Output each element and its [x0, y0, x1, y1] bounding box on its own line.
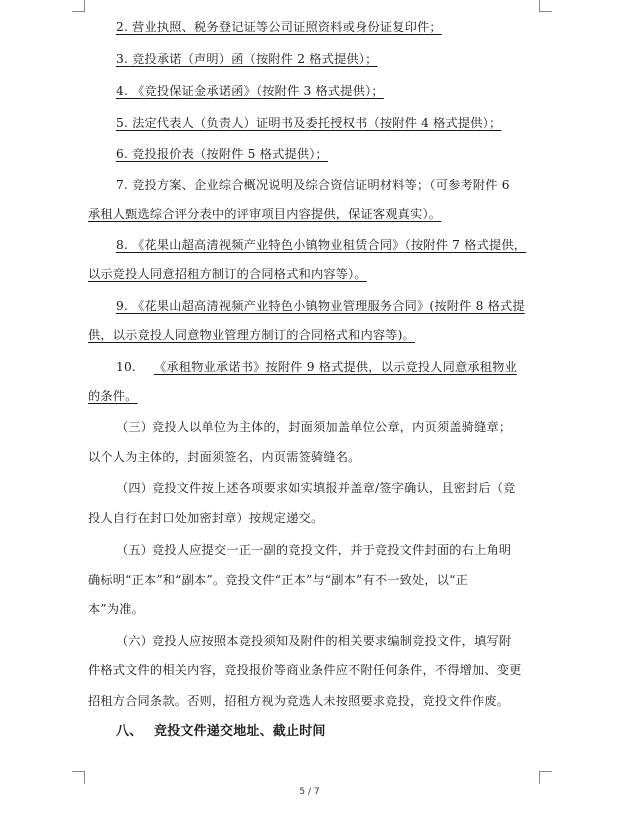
list-item-8-line-2: 以示竞投人同意招租方制订的合同格式和内容等）。 — [88, 267, 367, 281]
list-item-8-line-1: 8. 《花果山超高清视频产业特色小镇物业租赁合同》（按附件 7 格式提供， — [116, 238, 527, 252]
list-item-2: 2. 营业执照、税务登记证等公司证照资料或身份证复印件； — [116, 20, 442, 34]
list-item-3: 3. 竞投承诺（声明）函（按附件 2 格式提供）； — [116, 52, 378, 66]
paragraph-6-line-2: 件格式文件的相关内容，竞投报价等商业条件应不附任何条件，不得增加、变更 — [88, 663, 522, 677]
crop-mark-top-left — [72, 0, 85, 12]
section-number: 八、 — [116, 724, 143, 739]
paragraph-6-line-3: 招租方合同条款。否则，招租方视为竞选人未按照要求竞投，竞投文件作废。 — [88, 694, 510, 708]
list-item-7-line-2: 承租人甄选综合评分表中的评审项目内容提供，保证客观真实）。 — [88, 207, 442, 221]
list-item-6: 6. 竞投报价表（按附件 5 格式提供）； — [116, 147, 328, 161]
paragraph-3-line-2: 以个人为主体的，封面须签名，内页需签骑缝名。 — [88, 450, 361, 464]
crop-mark-bottom-left — [72, 771, 85, 784]
paragraph-4-line-1: （四）竞投文件按上述各项要求如实填报并盖章/签字确认，且密封后（竞 — [116, 481, 516, 495]
section-title: 竞投文件递交地址、截止时间 — [154, 724, 326, 739]
paragraph-5-line-2: 确标明“正本”和“副本”。竞投文件“正本”与“副本”有不一致处，以“正 — [88, 573, 468, 587]
list-item-9-line-1: 9. 《花果山超高清视频产业特色小镇物业管理服务合同》(按附件 8 格式提 — [116, 299, 525, 313]
crop-mark-bottom-right — [539, 771, 552, 784]
paragraph-5-line-1: （五）竞投人应提交一正一副的竞投文件，并于竞投文件封面的右上角明 — [116, 543, 512, 557]
paragraph-6-line-1: （六）竞投人应按照本竞投须知及附件的相关要求编制竞投文件，填写附 — [116, 634, 512, 648]
paragraph-3-line-1: （三）竞投人以单位为主体的，封面须加盖单位公章，内页须盖骑缝章； — [116, 420, 512, 434]
list-item-5: 5. 法定代表人（负责人）证明书及委托授权书（按附件 4 格式提供）； — [116, 116, 502, 130]
list-item-9-line-2: 供，以示竞投人同意物业管理方制订的合同格式和内容等)。 — [88, 328, 416, 342]
list-item-10-line-1: 10. 《承租物业承诺书》按附件 9 格式提供，以示竞投人同意承租物业 — [116, 360, 517, 374]
list-item-10-line-2: 的条件。 — [88, 389, 138, 403]
list-item-4: 4. 《竞投保证金承诺函》（按附件 3 格式提供）； — [116, 84, 384, 98]
paragraph-5-line-3: 本”为准。 — [88, 602, 144, 616]
crop-mark-top-right — [539, 0, 552, 12]
section-heading — [116, 724, 326, 740]
paragraph-4-line-2: 投人自行在封口处加密封章）按规定递交。 — [88, 511, 324, 525]
page-number: 5 / 7 — [299, 787, 320, 797]
list-item-7-line-1: 7. 竞投方案、企业综合概况说明及综合资信证明材料等；（可参考附件 6 — [116, 178, 510, 192]
